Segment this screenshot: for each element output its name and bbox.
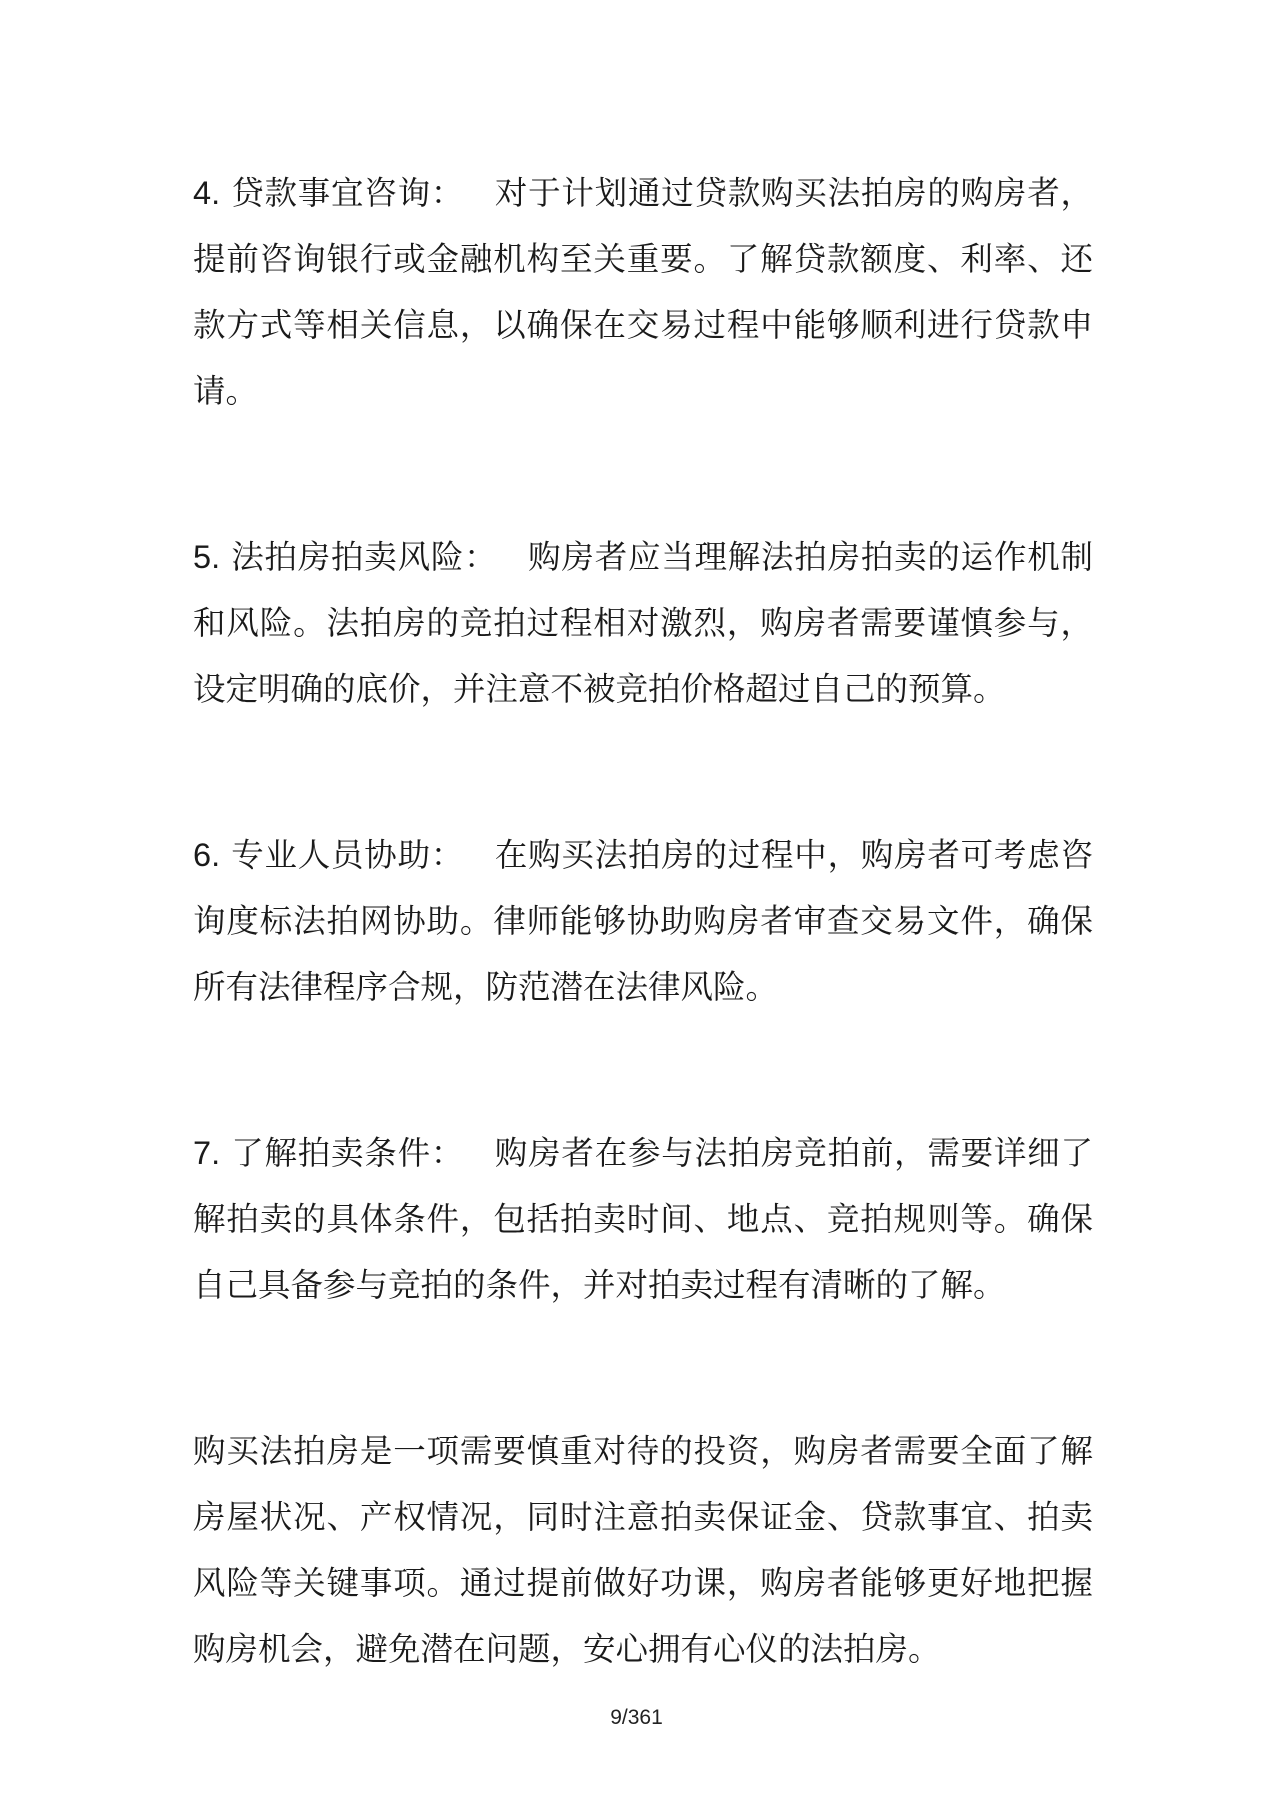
document-body — [193, 160, 1093, 1782]
paragraph-body: 在购买法拍房的过程中，购房者可考虑咨询度标法拍网协助。律师能够协助购房者审查交易文件，确保所有法律程序合规，防范潜在法律风险。 — [193, 836, 1093, 1006]
paragraph-number: 4. — [193, 175, 221, 211]
paragraph-body: 购房者应当理解法拍房拍卖的运作机制和风险。法拍房的竞拍过程相对激烈，购房者需要谨慎参与，设定明确的底价，并注意不被竞拍价格超过自己的预算。 — [193, 538, 1093, 708]
page-number: 9/361 — [610, 1706, 663, 1729]
paragraph-number: 6. — [193, 837, 221, 873]
paragraph-professional-help — [193, 822, 1093, 1020]
paragraph-heading: 专业人员协助： — [231, 836, 465, 874]
paragraph-body: 对于计划通过贷款购买法拍房的购房者，提前咨询银行或金融机构至关重要。了解贷款额度、利率、还款方式等相关信息，以确保在交易过程中能够顺利进行贷款申请。 — [193, 174, 1093, 410]
paragraph-heading: 贷款事宜咨询： — [231, 174, 465, 212]
paragraph-heading: 法拍房拍卖风险： — [231, 538, 498, 576]
paragraph-number: 5. — [193, 539, 221, 575]
paragraph-auction-conditions — [193, 1120, 1093, 1318]
paragraph-loan-consultation — [193, 160, 1093, 424]
paragraph-body: 购房者在参与法拍房竞拍前，需要详细了解拍卖的具体条件，包括拍卖时间、地点、竞拍规则等。确保自己具备参与竞拍的条件，并对拍卖过程有清晰的了解。 — [193, 1134, 1093, 1304]
paragraph-number: 7. — [193, 1135, 221, 1171]
paragraph-heading: 了解拍卖条件： — [231, 1134, 465, 1172]
paragraph-auction-risk — [193, 524, 1093, 722]
paragraph-conclusion: 购买法拍房是一项需要慎重对待的投资，购房者需要全面了解房屋状况、产权情况，同时注意拍卖保证金、贷款事宜、拍卖风险等关键事项。通过提前做好功课，购房者能够更好地把握购房机会，避免潜在问题，安心拥有心仪的法拍房。 — [193, 1432, 1093, 1668]
